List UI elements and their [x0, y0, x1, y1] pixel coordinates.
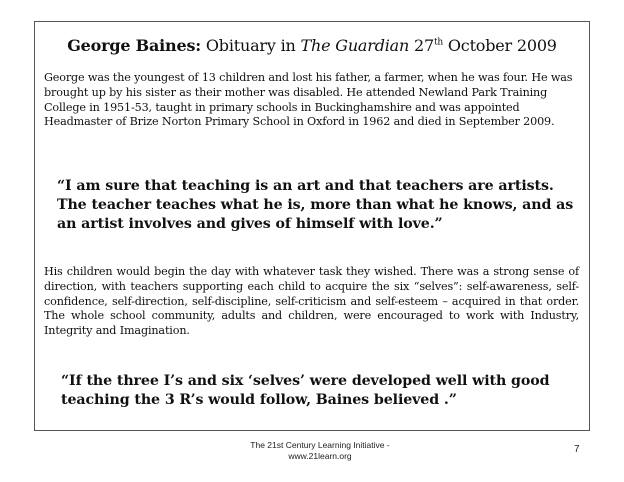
title-paper: The Guardian — [300, 36, 410, 55]
teaching-quote: “I am sure that teaching is an art and that teachers are artists. The teacher teaches what he is, more than what he knows, and as an artist involves and gives of himself with love.” — [57, 178, 574, 232]
title-date-rest: October 2009 — [443, 36, 557, 55]
footer — [210, 440, 430, 462]
page-title — [35, 36, 589, 55]
page-number: 7 — [574, 444, 580, 455]
title-date-day: 27 — [409, 36, 434, 55]
title-prefix: Obituary in — [200, 36, 301, 55]
footer-line1: The 21st Century Learning Initiative - — [250, 440, 390, 450]
baines-quote: “If the three I’s and six ‘selves’ were developed well with good teaching the 3 R’s would follow, Baines believed .” — [61, 373, 550, 408]
school-paragraph: His children would begin the day with whatever task they wished. There was a strong sense of direction, with teachers supporting each child to acquire the six “selves”: self-awareness, self-confidence, self-direction, self-discipline, self-criticism and self-esteem – acquired in that order. The whole school community, adults and children, were encouraged to work with Industry, Integrity and Imagination. — [44, 265, 579, 338]
footer-line2: www.21learn.org — [288, 451, 352, 461]
title-date-suffix: th — [433, 37, 443, 48]
obituary-box — [34, 21, 590, 431]
title-name: George Baines: — [67, 36, 201, 55]
biography-paragraph: George was the youngest of 13 children and lost his father, a farmer, when he was four. He was brought up by his sister as their mother was disabled. He attended Newland Park Training College in 1951-53, taught in primary schools in Buckinghamshire and was appointed Headmaster of Brize Norton Primary School in Oxford in 1962 and died in September 2009. — [44, 71, 573, 129]
